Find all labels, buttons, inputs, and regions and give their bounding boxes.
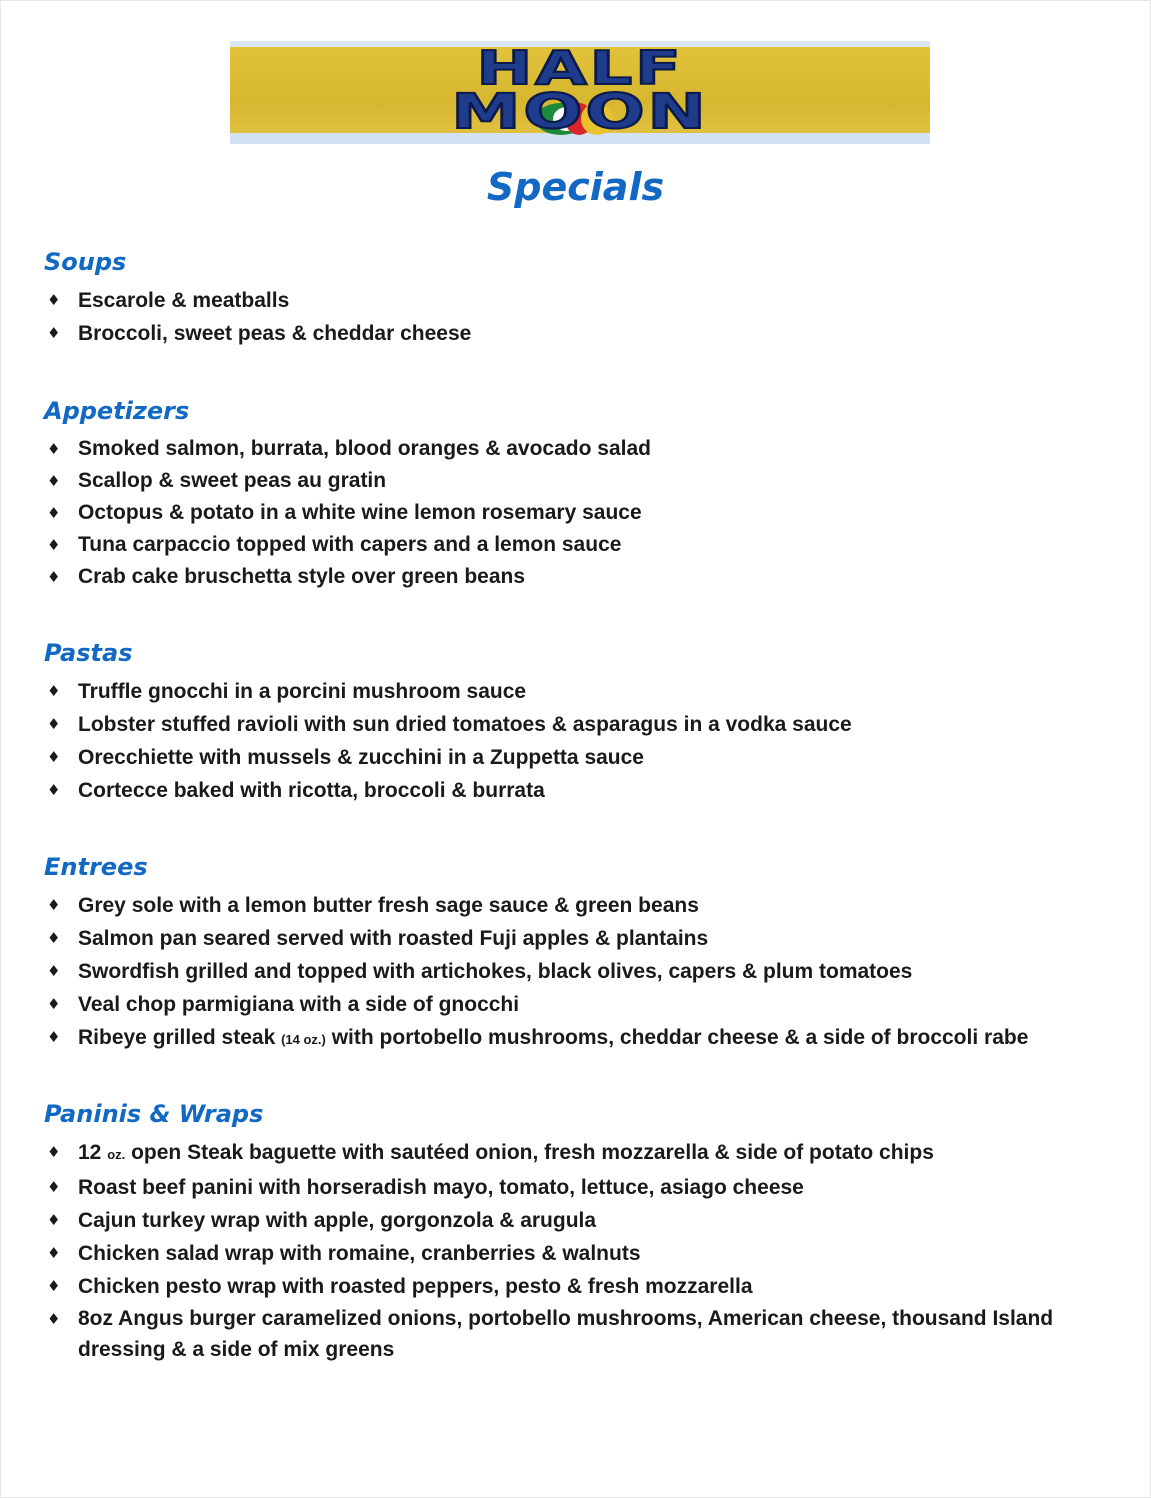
item-text: Tuna carpaccio topped with capers and a lemon sauce — [78, 533, 622, 556]
item-text: open Steak baguette with sautéed onion, fresh mozzarella & side of potato chips — [125, 1141, 934, 1164]
item-list — [44, 889, 1124, 1056]
item-text: Truffle gnocchi in a porcini mushroom sauce — [78, 680, 527, 703]
portion-size: (14 oz.) — [281, 1032, 326, 1047]
diamond-bullet-icon: ♦ — [47, 748, 61, 766]
list-item — [44, 774, 1124, 807]
item-text: Grey sole with a lemon butter fresh sage sauce & green beans — [78, 894, 699, 917]
item-text: Escarole & meatballs — [78, 289, 290, 312]
list-item — [44, 988, 1124, 1021]
item-text: Veal chop parmigiana with a side of gnocchi — [78, 993, 520, 1016]
list-item — [44, 1021, 1124, 1056]
diamond-bullet-icon: ♦ — [47, 568, 61, 586]
logo-text-moon: MOON — [451, 84, 709, 140]
list-item — [44, 741, 1124, 774]
item-text: Cajun turkey wrap with apple, gorgonzola & arugula — [78, 1209, 597, 1232]
list-item — [44, 529, 1124, 561]
item-text: with portobello mushrooms, cheddar cheese & a side of broccoli rabe — [325, 1026, 1029, 1049]
list-item — [44, 497, 1124, 529]
diamond-bullet-icon: ♦ — [47, 1143, 61, 1161]
item-text: Smoked salmon, burrata, blood oranges & avocado salad — [78, 437, 651, 460]
list-item — [44, 317, 1124, 350]
list-item — [44, 284, 1124, 317]
item-text: Swordfish grilled and topped with artichokes, black olives, capers & plum tomatoes — [78, 960, 913, 983]
list-item — [44, 708, 1124, 741]
diamond-bullet-icon: ♦ — [47, 536, 61, 554]
diamond-bullet-icon: ♦ — [47, 715, 61, 733]
diamond-bullet-icon: ♦ — [47, 1028, 61, 1046]
list-item — [44, 1204, 1124, 1237]
item-text: Roast beef panini with horseradish mayo, tomato, lettuce, asiago cheese — [78, 1176, 804, 1199]
half-moon-logo — [230, 41, 930, 144]
list-item — [44, 433, 1124, 465]
item-text: Broccoli, sweet peas & cheddar cheese — [78, 322, 472, 345]
item-text: Salmon pan seared served with roasted Fuji apples & plantains — [78, 927, 709, 950]
diamond-bullet-icon: ♦ — [47, 962, 61, 980]
diamond-bullet-icon: ♦ — [47, 440, 61, 458]
item-text: Scallop & sweet peas au gratin — [78, 469, 387, 492]
item-list — [44, 433, 1124, 593]
list-item — [44, 675, 1124, 708]
list-item — [44, 889, 1124, 922]
item-text: Orecchiette with mussels & zucchini in a Zuppetta sauce — [78, 746, 644, 769]
page-title: Specials — [486, 165, 665, 209]
item-text: Ribeye grilled steak — [78, 1026, 282, 1049]
item-text: 12 — [78, 1141, 108, 1164]
diamond-bullet-icon: ♦ — [47, 291, 61, 309]
section-heading: Soups — [44, 248, 127, 276]
item-text: Crab cake bruschetta style over green beans — [78, 565, 526, 588]
section-entrees — [44, 851, 1124, 1056]
list-item — [44, 1171, 1124, 1204]
diamond-bullet-icon: ♦ — [47, 682, 61, 700]
list-item — [44, 922, 1124, 955]
diamond-bullet-icon: ♦ — [47, 781, 61, 799]
item-text: Chicken pesto wrap with roasted peppers, pesto & fresh mozzarella — [78, 1275, 753, 1298]
section-appetizers — [44, 395, 1124, 593]
list-item — [44, 1237, 1124, 1270]
diamond-bullet-icon: ♦ — [47, 1310, 61, 1328]
diamond-bullet-icon: ♦ — [47, 1277, 61, 1295]
list-item — [44, 1136, 1124, 1171]
item-text: Chicken salad wrap with romaine, cranberries & walnuts — [78, 1242, 641, 1265]
section-soups — [44, 246, 1124, 350]
item-list — [44, 675, 1124, 807]
diamond-bullet-icon: ♦ — [47, 995, 61, 1013]
section-pastas — [44, 637, 1124, 807]
item-text: Lobster stuffed ravioli with sun dried tomatoes & asparagus in a vodka sauce — [78, 713, 852, 736]
logo-text-half: HALF — [476, 41, 684, 95]
list-item — [44, 1303, 1098, 1365]
diamond-bullet-icon: ♦ — [47, 1211, 61, 1229]
diamond-bullet-icon: ♦ — [47, 504, 61, 522]
item-text: Cortecce baked with ricotta, broccoli & burrata — [78, 779, 545, 802]
section-heading: Paninis & Wraps — [44, 1100, 264, 1128]
list-item — [44, 955, 1124, 988]
item-list — [44, 1136, 1124, 1365]
diamond-bullet-icon: ♦ — [47, 324, 61, 342]
section-heading: Appetizers — [44, 397, 190, 425]
item-list — [44, 284, 1124, 350]
list-item — [44, 1270, 1124, 1303]
diamond-bullet-icon: ♦ — [47, 472, 61, 490]
section-heading: Pastas — [44, 639, 133, 667]
diamond-bullet-icon: ♦ — [47, 1178, 61, 1196]
diamond-bullet-icon: ♦ — [47, 896, 61, 914]
diamond-bullet-icon: ♦ — [47, 1244, 61, 1262]
section-heading: Entrees — [44, 853, 148, 881]
diamond-bullet-icon: ♦ — [47, 929, 61, 947]
list-item — [44, 465, 1124, 497]
portion-size: oz. — [107, 1147, 126, 1162]
list-item — [44, 561, 1124, 593]
section-paninis-wraps — [44, 1098, 1124, 1365]
item-text: 8oz Angus burger caramelized onions, portobello mushrooms, American cheese, thousand Island dressing & a side of mix greens — [78, 1307, 1054, 1361]
item-text: Octopus & potato in a white wine lemon rosemary sauce — [78, 501, 642, 524]
